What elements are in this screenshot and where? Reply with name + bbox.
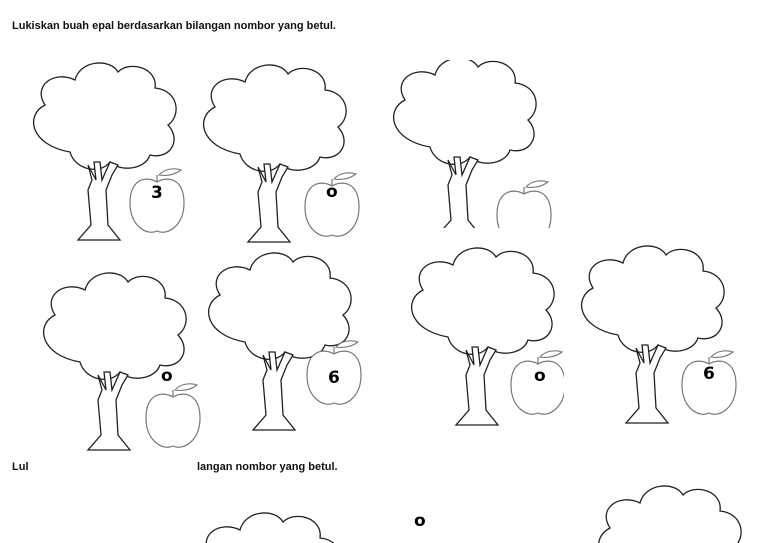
- apple-4: [146, 384, 200, 447]
- tree-bottom-right: [599, 486, 742, 543]
- apple-number-2: o: [326, 182, 338, 202]
- apple-number-6: o: [534, 366, 546, 386]
- apple-number-4: o: [161, 366, 173, 386]
- apple-number-5: 6: [328, 368, 340, 388]
- bottom-number: o: [414, 511, 426, 531]
- apple-number-7: 6: [703, 364, 715, 384]
- apple-number-1: 3: [151, 183, 163, 203]
- instruction-bottom-left: Lul: [12, 461, 29, 473]
- apple-3: [497, 181, 551, 244]
- tree-bottom-left: [199, 513, 342, 543]
- instruction-top: Lukiskan buah epal berdasarkan bilangan nombor yang betul.: [12, 20, 336, 32]
- instruction-bottom-right: langan nombor yang betul.: [197, 461, 338, 473]
